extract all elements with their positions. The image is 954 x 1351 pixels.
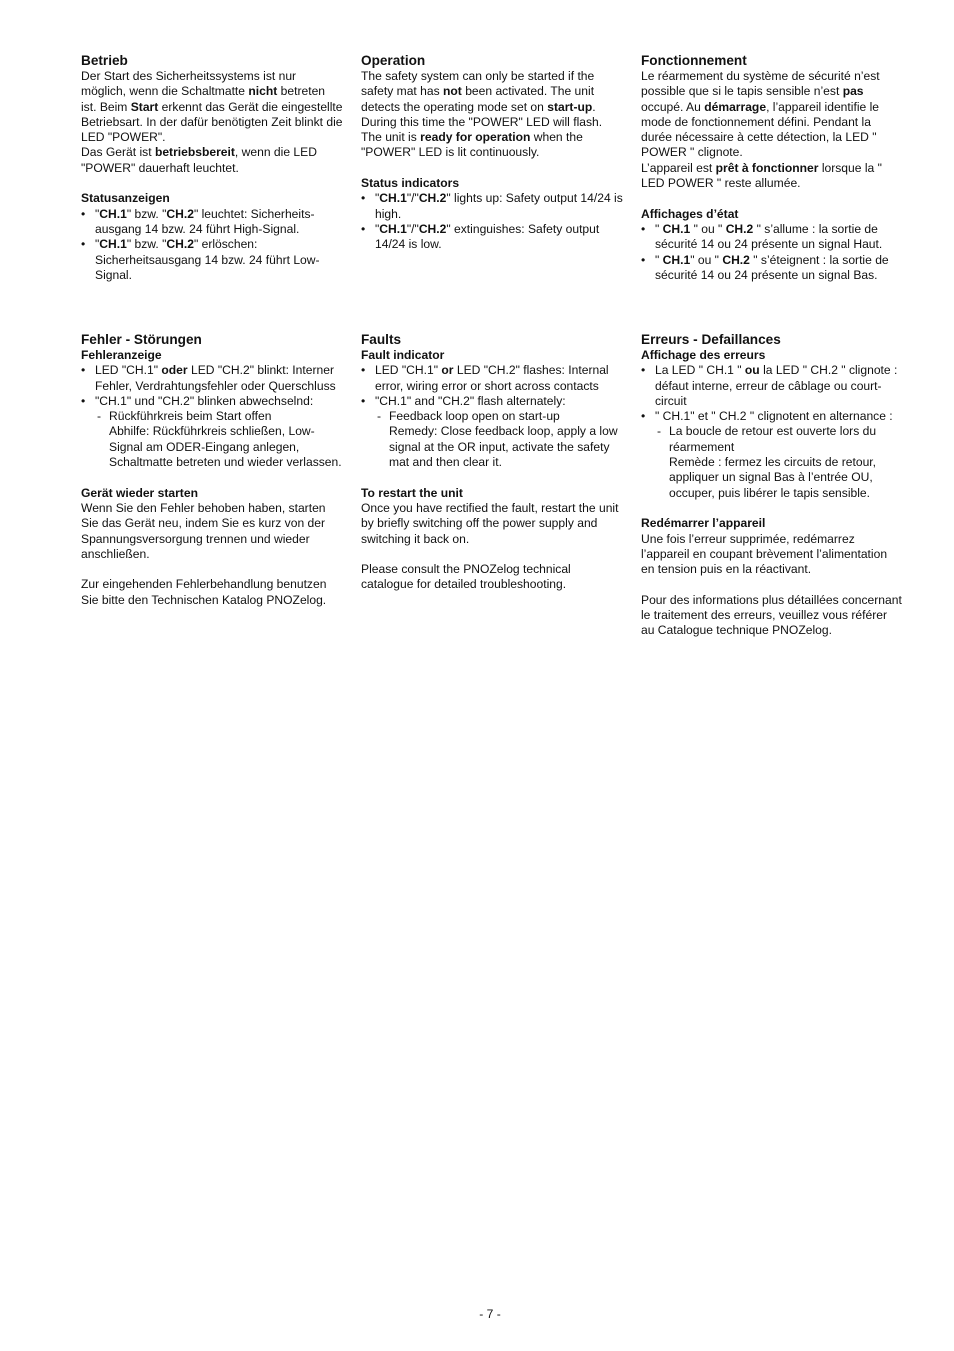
list-item: • " CH.1" ou " CH.2 " s’éteignent : la sortie de sécurité 14 ou 24 présente un signal Bas. [641, 253, 903, 284]
paragraph-fonctionnement-start: Le réarmement du système de sécurité n’est possible que si le tapis sensible n’est pas occupé. Au démarrage, l’appareil identifie le mode de fonctionnement défini. Pendant la durée nécessaire à cette détection, la LED " POWER " clignote. [641, 69, 880, 160]
list-item: - Feedback loop open on start-up Remedy: Close feedback loop, apply a low signal at the OR input, activate the safety mat and then clear it. [375, 409, 623, 470]
paragraph-fonctionnement-ready: L’appareil est prêt à fonctionner lorsque la " LED POWER " reste allumée. [641, 160, 882, 191]
sub-list [375, 409, 623, 470]
paragraph-restart-en: Once you have rectified the fault, restart the unit by briefly switching off the power supply and switching it back on. [361, 500, 619, 546]
sub-list [95, 409, 343, 470]
page-number: - 7 - [479, 1307, 501, 1321]
list-item: • "CH.1" bzw. "CH.2" erlöschen: Sicherheitsausgang 14 bzw. 24 führt Low-Signal. [81, 237, 343, 283]
list-item: - Rückführkreis beim Start offen Abhilfe: Rückführkreis schließen, Low-Signal am ODER-Eingang anlegen, Schaltmatte betreten und wieder verlassen. [95, 409, 343, 470]
list-item: • LED "CH.1" or LED "CH.2" flashes: Internal error, wiring error or short across contacts [361, 363, 623, 394]
list-item: • "CH.1" and "CH.2" flash alternately: - Feedback loop open on start-up Remedy: Close feedback loop, apply a low signal at the OR input, activate the safety mat and then clear it. [361, 394, 623, 470]
section-operation [361, 53, 623, 253]
status-list-en [361, 191, 623, 252]
heading-status-indicators: Status indicators [361, 176, 460, 191]
list-item: • " CH.1 " ou " CH.2 " s’allume : la sortie de sécurité 14 ou 24 présente un signal Haut. [641, 222, 903, 253]
paragraph-operation-start: The safety system can only be started if the safety mat has not been activated. The unit detects the operating mode set on start-up. During this time the "POWER" LED will flash. [361, 69, 603, 129]
section-fehler [81, 332, 343, 608]
section-faults [361, 332, 623, 593]
fault-list-de [81, 363, 343, 470]
paragraph-catalog-en: Please consult the PNOZelog technical catalogue for detailed troubleshooting. [361, 562, 571, 592]
status-list-de [81, 207, 343, 283]
status-list-fr [641, 222, 903, 283]
heading-affichages-etat: Affichages d’état [641, 206, 739, 221]
heading-statusanzeigen: Statusanzeigen [81, 191, 170, 206]
list-item: • LED "CH.1" oder LED "CH.2" blinkt: Interner Fehler, Verdrahtungsfehler oder Querschluss [81, 363, 343, 394]
list-item: • "CH.1" und "CH.2" blinken abwechselnd: - Rückführkreis beim Start offen Abhilfe: Rückführkreis schließen, Low-Signal am ODER-Eingang anlegen, Schaltmatte betreten und wieder verlassen. [81, 394, 343, 470]
paragraph-catalog-de: Zur eingehenden Fehlerbehandlung benutzen Sie bitte den Technischen Katalog PNOZelog. [81, 577, 327, 607]
heading-operation: Operation [361, 53, 426, 68]
list-item: • "CH.1"/"CH.2" extinguishes: Safety output 14/24 is low. [361, 222, 623, 253]
list-item: • "CH.1" bzw. "CH.2" leuchtet: Sicherheits-ausgang 14 bzw. 24 führt High-Signal. [81, 207, 343, 238]
heading-redemarrer: Redémarrer l’appareil [641, 516, 766, 531]
paragraph-betrieb-start: Der Start des Sicherheitssystems ist nur möglich, wenn die Schaltmatte nicht betreten ist. Beim Start erkennt das Gerät die eingestellte Betriebsart. In der dafür benötigten Zeit blinkt die LED "POWER". [81, 69, 343, 145]
heading-fonctionnement: Fonctionnement [641, 53, 747, 68]
section-betrieb [81, 53, 343, 283]
paragraph-betrieb-ready: Das Gerät ist betriebsbereit, wenn die LED "POWER" dauerhaft leuchtet. [81, 145, 317, 175]
list-item: • " CH.1" et " CH.2 " clignotent en alternance : - La boucle de retour est ouverte lors du réarmement Remède : fermez les circuits de retour, appliquer un signal Bas à l’entrée OU, occuper, puis libérer le tapis sensible. [641, 409, 903, 501]
heading-affichage-erreurs: Affichage des erreurs [641, 348, 766, 362]
heading-fehleranzeige: Fehleranzeige [81, 348, 162, 362]
heading-erreurs: Erreurs - Defaillances [641, 332, 781, 347]
fault-list-fr [641, 363, 903, 501]
paragraph-operation-ready: The unit is ready for operation when the "POWER" LED is lit continuously. [361, 130, 583, 160]
paragraph-restart-fr: Une fois l’erreur supprimée, redémarrez l’appareil en coupant brèvement l’alimentation en tension puis en la réactivant. [641, 531, 888, 577]
heading-fault-indicator: Fault indicator [361, 348, 445, 362]
list-item: • La LED " CH.1 " ou la LED " CH.2 " clignote : défaut interne, erreur de câblage ou court-circuit [641, 363, 903, 409]
paragraph-restart-de: Wenn Sie den Fehler behoben haben, starten Sie das Gerät neu, indem Sie es kurz von der Spannungsversorgung trennen und wieder anschließen. [81, 500, 326, 561]
heading-to-restart: To restart the unit [361, 485, 463, 500]
paragraph-catalog-fr: Pour des informations plus détaillées concernant le traitement des erreurs, veuillez vous référer au Catalogue technique PNOZelog. [641, 592, 902, 638]
section-erreurs [641, 332, 903, 639]
fault-list-en [361, 363, 623, 470]
heading-betrieb: Betrieb [81, 53, 128, 68]
heading-fehler: Fehler - Störungen [81, 332, 202, 347]
list-item: - La boucle de retour est ouverte lors du réarmement Remède : fermez les circuits de retour, appliquer un signal Bas à l’entrée OU, occuper, puis libérer le tapis sensible. [655, 424, 903, 500]
sub-list [655, 424, 903, 500]
section-fonctionnement [641, 53, 903, 283]
heading-faults: Faults [361, 332, 402, 347]
list-item: • "CH.1"/"CH.2" lights up: Safety output 14/24 is high. [361, 191, 623, 222]
heading-geraet-wieder-starten: Gerät wieder starten [81, 485, 198, 500]
